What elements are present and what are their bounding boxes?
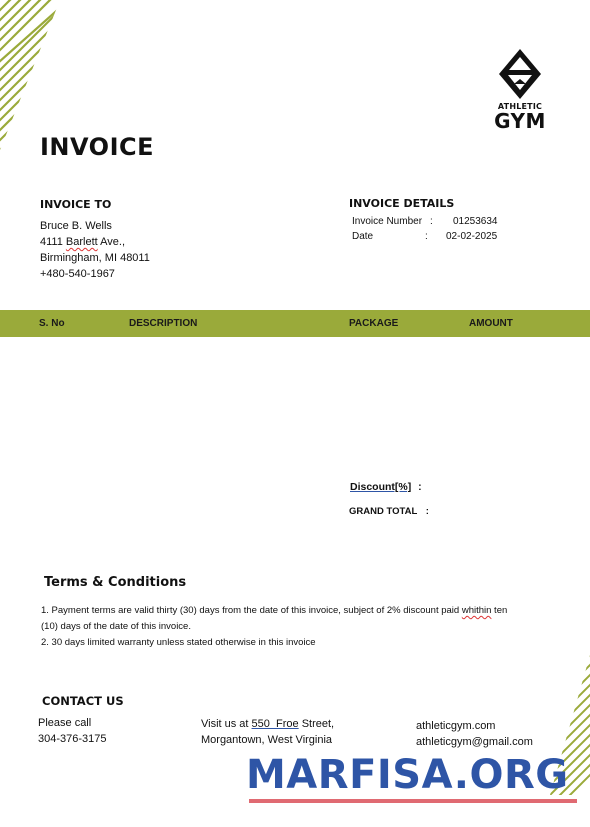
discount-label: Discount[%] [350,481,412,493]
contact-city: Morgantown, West Virginia [201,734,333,746]
terms-line-2: (10) days of the date of this invoice. [41,621,191,632]
customer-address-line1: 4111 Barlett Ave., [40,236,126,248]
contact-phone-block [38,715,107,747]
contact-email[interactable]: athleticgym@gmail.com [416,736,533,748]
contact-heading: CONTACT US [42,694,124,708]
logo-text-athletic: ATHLETIC [497,102,543,111]
athletic-gym-logo [492,48,548,134]
invoice-number-label: Invoice Number [352,216,423,227]
invoice-number-colon: : [430,216,433,227]
terms-line-3: 2. 30 days limited warranty unless stated otherwise in this invoice [41,637,316,648]
watermark-text: MARFISA.ORG [246,752,569,798]
discount-colon: : [418,481,422,493]
contact-phone: 304-376-3175 [38,733,107,745]
logo-text-gym: GYM [494,109,546,133]
terms-body [41,603,571,651]
contact-address-line1: Visit us at 550 Froe Street, [201,718,335,730]
grand-total-row [349,506,429,517]
contact-online-block [416,718,533,750]
customer-phone: +480-540-1967 [40,268,115,280]
column-header-amount: AMOUNT [469,318,513,329]
column-header-description: DESCRIPTION [129,318,198,329]
invoice-title: INVOICE [40,133,155,161]
customer-name: Bruce B. Wells [40,220,112,232]
invoice-details-heading: INVOICE DETAILS [349,197,455,210]
terms-heading: Terms & Conditions [44,575,187,590]
invoice-to-heading: INVOICE TO [40,198,112,211]
decorative-stripes-top-left [0,0,62,150]
column-header-package: PACKAGE [349,318,399,329]
column-header-sno: S. No [39,318,65,329]
invoice-date-label: Date [352,231,374,242]
grand-total-colon: : [425,506,429,517]
contact-call-label: Please call [38,717,92,729]
invoice-date-value: 02-02-2025 [446,231,498,242]
contact-website[interactable]: athleticgym.com [416,720,496,732]
discount-row [350,481,422,493]
contact-address-block [201,716,334,748]
invoice-to-block [40,218,150,282]
invoice-number-value: 01253634 [453,216,498,227]
customer-address-line2: Birmingham, MI 48011 [40,252,150,264]
gym-emblem-icon [498,48,542,100]
invoice-date-colon: : [425,231,428,242]
items-table-header [0,310,590,337]
grand-total-label: GRAND TOTAL [349,506,418,517]
terms-line-1: 1. Payment terms are valid thirty (30) days from the date of this invoice, subject of 2% discount paid whithin ten [41,605,508,616]
watermark-underline [249,799,577,803]
